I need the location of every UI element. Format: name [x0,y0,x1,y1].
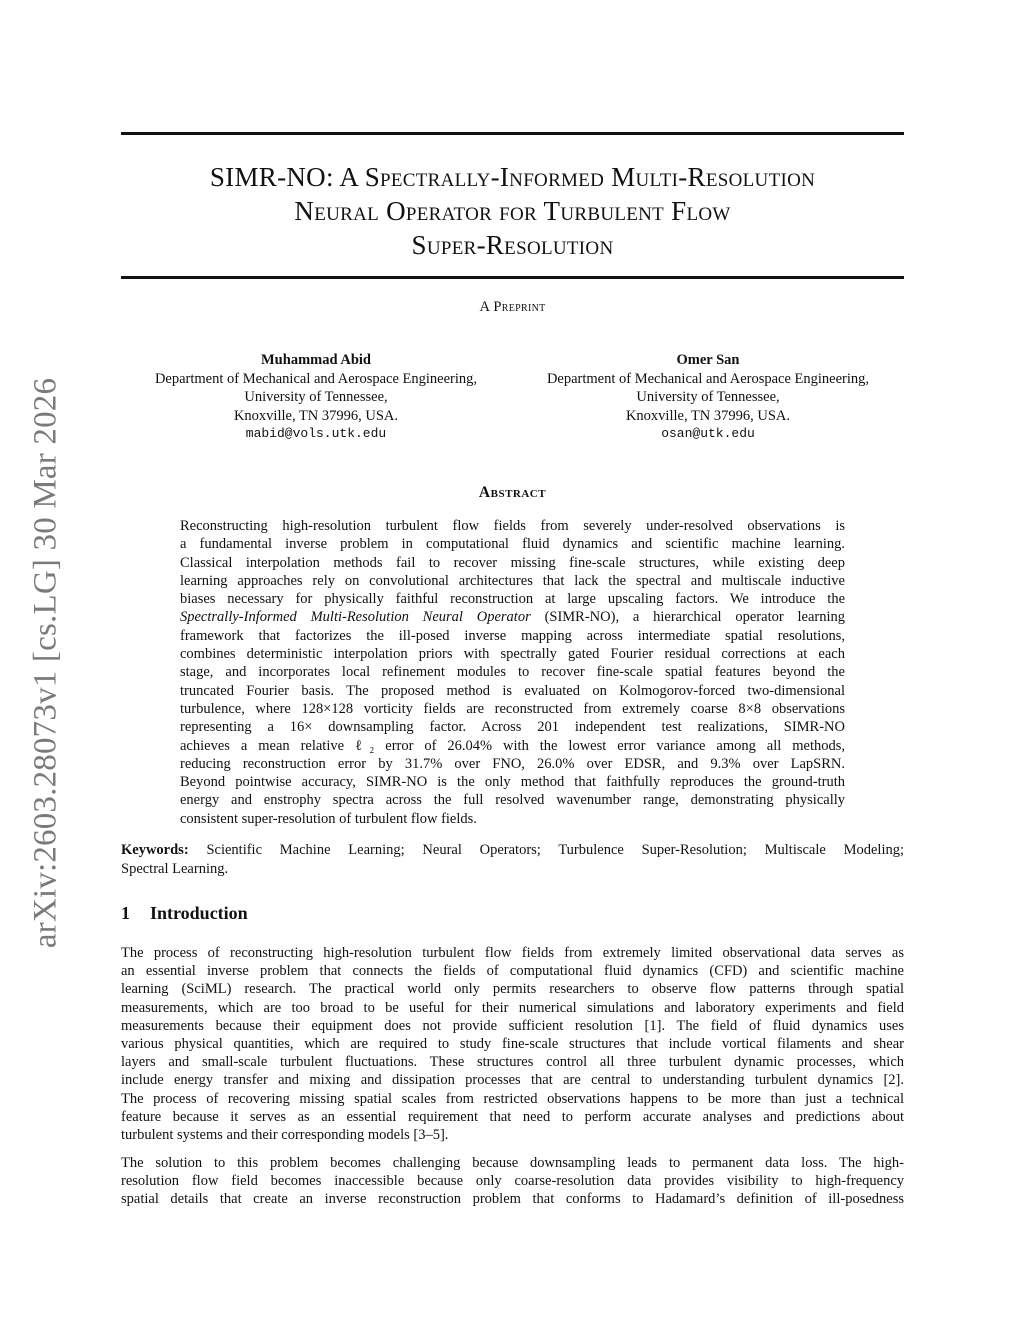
abstract-body [180,517,845,828]
abstract-line: reducing reconstruction error by 31.7% over FNO, 26.0% over EDSR, and 9.3% over LapSRN. [180,755,845,772]
paragraph-line: The process of recovering missing spatial scales from restricted observations happens to be more than just a technical [121,1090,904,1107]
abstract-line: achieves a mean relative ℓ₂ error of 26.04% with the lowest error variance among all methods, [180,737,845,754]
section-heading-introduction [121,903,248,924]
section-title: Introduction [150,903,248,923]
abstract-line: Beyond pointwise accuracy, SIMR-NO is the only method that faithfully reproduces the ground-truth [180,774,845,791]
paragraph-line: various physical quantities, which are required to study fine-scale structures that include vortical filaments and shear [121,1036,904,1053]
paragraph-line: measurements, which are too broad to be useful for their numerical simulations and laboratory experiments and field [121,999,904,1016]
paragraph-line: The solution to this problem becomes challenging because downsampling leads to permanent data loss. The high- [121,1155,904,1171]
paper-title [121,160,904,262]
abstract-line: framework that factorizes the ill-posed inverse mapping across intermediate spatial resolutions, [180,627,845,644]
abstract-line: consistent super-resolution of turbulent flow fields. [180,810,477,827]
body-paragraph [121,1154,904,1209]
author-email[interactable]: mabid@vols.utk.edu [245,426,387,441]
abstract-line: truncated Fourier basis. The proposed method is evaluated on Kolmogorov-forced two-dimensional [180,682,845,699]
paragraph-line: measurements because their equipment does not provide sufficient resolution [1]. The field of fluid dynamics uses [121,1017,904,1034]
author-block [116,351,516,444]
author-location: Knoxville, TN 37996, USA. [233,407,399,424]
abstract-line-tail: (SIMR-NO), a hierarchical operator learning [544,609,846,626]
paragraph-line: The process of reconstructing high-resolution turbulent flow fields from extremely limited observational data serves as [121,945,904,961]
abstract-line [180,608,845,626]
abstract-line: biases necessary for physically faithful reconstruction at large upscaling factors. We introduce the [180,591,845,608]
title-line-3: Super-Resolution [411,230,614,260]
keywords-line [121,841,904,860]
paragraph-line: include energy transfer and mixing and dissipation processes that are central to understanding turbulent dynamics [2]. [121,1072,904,1089]
author-email[interactable]: osan@utk.edu [661,426,755,441]
section-number: 1 [121,903,130,923]
keywords-block [121,841,904,878]
title-top-rule [121,132,904,135]
abstract-line: Reconstructing high-resolution turbulent flow fields from severely under-resolved observations is [180,518,845,534]
author-name: Omer San [676,352,740,368]
author-university: University of Tennessee, [244,389,388,405]
abstract-line: Classical interpolation methods fail to recover missing fine-scale structures, while existing deep [180,554,845,571]
author-name: Muhammad Abid [261,352,371,368]
preprint-label: A Preprint [479,299,546,315]
abstract-line: representing a 16× downsampling factor. Across 201 independent test realizations, SIMR-NO [180,719,845,736]
author-department: Department of Mechanical and Aerospace Engineering, [154,370,478,387]
author-department: Department of Mechanical and Aerospace Engineering, [546,370,870,387]
paragraph-line: turbulent systems and their corresponding models [3–5]. [121,1127,449,1144]
paragraph-line: resolution flow field becomes inaccessible because only coarse-resolution data provides visibility to high-frequency [121,1173,904,1190]
paragraph-line: feature because it serves as an essential requirement that need to perform accurate analyses and predictions about [121,1108,904,1125]
title-bottom-rule [121,276,904,279]
abstract-line: learning approaches rely on convolutional architectures that lack the spectral and multiscale inductive [180,572,845,589]
title-line-1: SIMR-NO: A Spectrally-Informed Multi-Resolution [209,162,816,192]
author-block [508,351,908,444]
abstract-line: stage, and incorporates local refinement modules to recover fine-scale spatial features beyond the [180,664,845,681]
keywords-label: Keywords: [121,842,189,858]
keywords-line: Spectral Learning. [121,860,229,877]
abstract-line: combines deterministic interpolation priors with spectrally gated Fourier residual corrections at each [180,646,845,663]
paragraph-line: an essential inverse problem that connects the fields of computational fluid dynamics (CFD) and scientific machine [121,963,904,980]
keywords-list: Scientific Machine Learning; Neural Operators; Turbulence Super-Resolution; Multiscale Modeling; [206,842,905,858]
title-line-2: Neural Operator for Turbulent Flow [294,196,731,226]
arxiv-identifier-stamp: arXiv:2603.28073v1 [cs.LG] 30 Mar 2026 [27,377,64,949]
paragraph-line: spatial details that create an inverse reconstruction problem that conforms to Hadamard’s definition of ill-posedness [121,1191,904,1208]
body-paragraph [121,944,904,1144]
author-location: Knoxville, TN 37996, USA. [625,407,791,424]
abstract-line: energy and enstrophy spectra across the full resolved wavenumber range, demonstrating physically [180,792,845,809]
author-university: University of Tennessee, [636,389,780,405]
abstract-line: a fundamental inverse problem in computational fluid dynamics and scientific machine learning. [180,536,845,553]
abstract-heading: Abstract [478,484,547,501]
paragraph-line: layers and small-scale turbulent fluctuations. These structures control all three turbulent dynamic processes, which [121,1054,904,1071]
method-name-emphasis: Spectrally-Informed Multi-Resolution Neural Operator [180,609,531,626]
paragraph-line: learning (SciML) research. The practical world only permits researchers to observe flow patterns through spatial [121,981,904,998]
abstract-line: turbulence, where 128×128 vorticity fields are reconstructed from extremely coarse 8×8 observations [180,700,845,717]
